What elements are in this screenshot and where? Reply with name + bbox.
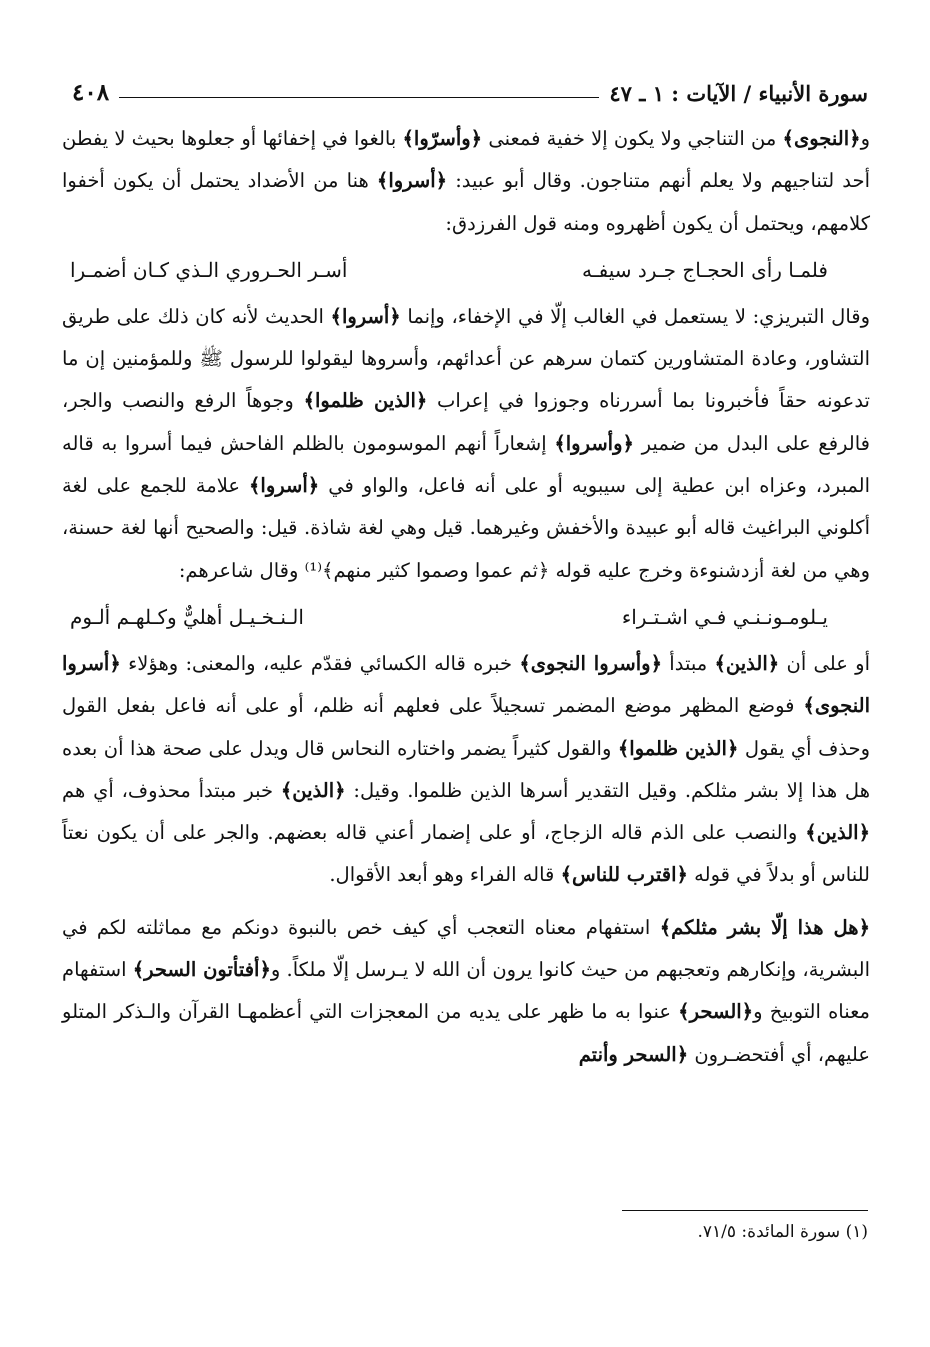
verse-hemistich-left: الـنـخـيـل أهليٌّ وكـلهـم ألـوم [70, 605, 304, 630]
quran-quote: ﴿أسروا﴾ [248, 474, 320, 498]
verse-hemistich-right: يـلومـونـنـي فـي اشـتـراء [621, 605, 828, 630]
quran-quote: ﴿الذين ظلموا﴾ [303, 389, 428, 413]
text-run: استفهام معناه التوبيخ و [62, 958, 870, 1024]
quran-quote: ﴿أسروا﴾ [376, 169, 448, 193]
quran-quote: ﴿وأسروا النجوى﴾ [519, 651, 663, 675]
poetry-verse-1 [62, 245, 870, 296]
text-run: هنا من الأضداد يحتمل أن يكون أخفوا كلامهم، ويحتمل أن يكون أظهروه ومنه قول الفرزدق: [62, 169, 870, 235]
text-run: ﴿ثم عموا وصموا كثير منهم﴾ [322, 558, 550, 582]
quran-quote: ﴿أسروا النجوى﴾ [62, 651, 870, 718]
text-run: قاله الفراء وهو أبعد الأقوال. [329, 863, 561, 887]
surah-title: سورة الأنبياء / الآيات : ١ ـ ٤٧ [609, 81, 868, 106]
quran-quote: ﴿السحر وأنتم [578, 1042, 689, 1066]
quran-quote: ﴿وأسرّوا﴾ [402, 127, 483, 150]
quran-quote: ﴿أفتأتون السحر﴾ [132, 958, 271, 982]
paragraph-group-1 [62, 118, 870, 245]
text-run: ⁽¹⁾ [304, 558, 323, 582]
quran-quote: ﴿الذين﴾ [280, 778, 346, 802]
paragraph [62, 296, 870, 592]
quran-quote: ﴿السحر﴾ [678, 1000, 754, 1024]
poetry-verse-2 [62, 592, 870, 643]
paragraph-gap [62, 897, 870, 907]
quran-quote: ﴿الذين﴾ [714, 651, 780, 675]
text-run: وقال شاعرهم: [178, 558, 305, 582]
paragraph [62, 118, 870, 245]
text-run: خبره قاله الكسائي فقدّم عليه، والمعنى: وهؤلاء [120, 651, 520, 675]
header-rule [119, 97, 599, 98]
text-run: وقال التبريزي: لا يستعمل في الغالب إلّا في الإخفاء، وإنما [400, 304, 870, 328]
paragraph-group-2 [62, 296, 870, 592]
text-run: استفهام معناه التعجب أي كيف خص بالنبوة دونكم مع مماثلته لكم في البشرية، وإنكارهم وتعجبهم من حيث كانوا يرون أن الله لا يـرسل إلّا ملكاً. و [62, 915, 870, 982]
text-run: وجوهاً الرفع والنصب والجر، فالرفع على البدل من ضمير [62, 389, 870, 455]
text-run: من التناجي ولا يكون إلا خفية فمعنى [482, 127, 783, 150]
footnote: (١) سورة المائدة: ٧١/٥. [697, 1222, 868, 1242]
text-run: والقول كثيراً يضمر واختاره النحاس قال ويدل على صحة هذا أن بعده هل هذا إلا بشر مثلكم. وقيل التقدير أسرها الذين ظلموا. وقيل: [62, 736, 870, 802]
text-run: الحديث لأنه كان ذلك على طريق التشاور، وعادة المتشاورين كتمان سرهم عن أعدائهم، وأسروها ليقولوا للرسول ﷺ وللمؤمنين إن ما تدعونه حقاً فأخبرونا بما أسررناه وجوزوا في إعراب [62, 304, 870, 413]
text-run: أو على أن [779, 651, 871, 675]
paragraph [62, 643, 870, 897]
quran-quote: ﴿الذين﴾ [805, 821, 870, 845]
paragraph [62, 907, 870, 1076]
paragraph-group-3 [62, 643, 870, 1076]
quran-quote: ﴿اقترب للناس﴾ [560, 863, 688, 887]
text-run: إشعاراً أنهم الموسومون بالظلم الفاحش فيما أسروا به قاله المبرد، وعزاه ابن عطية إلى سيبويه أو على أنه فاعل، والواو في [62, 431, 870, 498]
text-run: خبر مبتدأ محذوف، أي هم [62, 778, 281, 802]
text-run: مبتدأ [662, 651, 715, 675]
quran-quote: ﴿وأسروا﴾ [554, 431, 634, 455]
running-header [62, 72, 868, 106]
quran-quote: ﴿هل هذا إلّا بشر مثلكم﴾ [659, 915, 870, 939]
text-run: عنوا به ما ظهر على يديه من المعجزات التي أعظمهـا القرآن والـذكر المتلو عليهم، أي أفتحضـرون [62, 1000, 870, 1066]
main-text [62, 118, 870, 1076]
quran-quote: ﴿النجوى﴾ [782, 127, 861, 150]
footnote-rule [622, 1210, 868, 1211]
text-run: والنصب على الذم قاله الزجاج، أو على إضمار أعني قاله بعضهم. والجر على أن يكون نعتاً للناس أو بدلاً في قوله [62, 821, 870, 887]
text-run: بالغوا في إخفائها أو جعلوها بحيث لا يفطن أحد لتناجيهم ولا يعلم أنهم متناجون. وقال أبو عبيد: [62, 127, 870, 193]
quran-quote: ﴿الذين ظلموا﴾ [617, 736, 739, 760]
verse-hemistich-right: فلمـا رأى الحجـاج جـرد سيفـه [582, 258, 828, 283]
text-run: علامة للجمع على لغة أكلوني البراغيث قاله أبو عبيدة والأخفش وغيرهما. قيل وهي لغة شاذة. قيل: والصحيح أنها لغة حسنة، وهي من لغة أزدشنوءة وخرج عليه قوله [62, 474, 870, 582]
text-run: فوضع المظهر موضع المضمر تسجيلاً على فعلهم أنه ظلم، أو على أنه فاعل بفعل القول وحذف أي يقول [62, 694, 871, 760]
page-number: ٤٠٨ [72, 79, 110, 106]
verse-hemistich-left: أسـر الحـروري الـذي كـان أضمـرا [70, 258, 348, 283]
quran-quote: ﴿أسروا﴾ [330, 304, 401, 328]
text-run: و [860, 127, 870, 150]
